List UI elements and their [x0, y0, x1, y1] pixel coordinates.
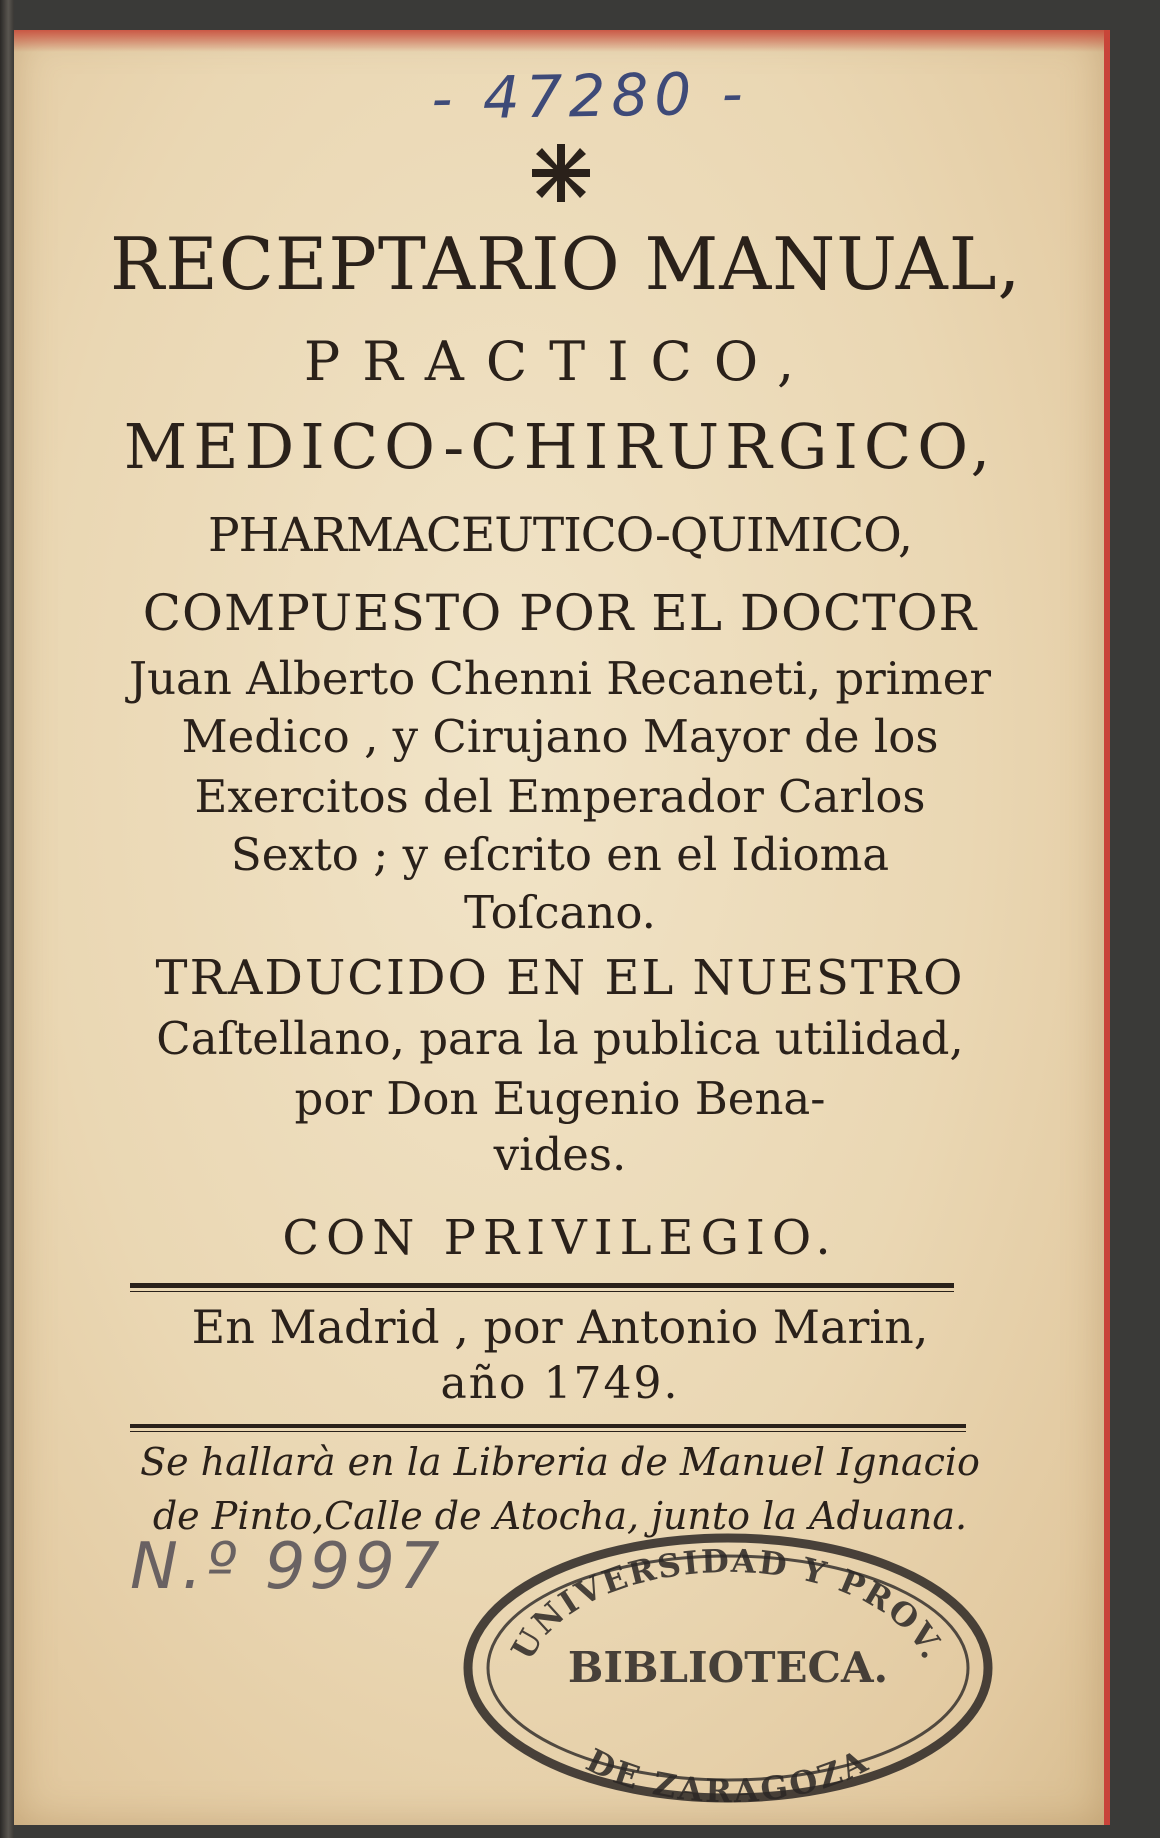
translation-line-3: vides. [493, 1128, 627, 1181]
imprint-line-1: En Madrid , por Antonio Marin, [191, 1300, 929, 1354]
red-edge [14, 30, 1110, 52]
stamp-center-text: BIBLIOTECA. [567, 1643, 889, 1692]
divider-rule [130, 1283, 954, 1288]
title-line-5: COMPUESTO POR EL DOCTOR [142, 584, 978, 642]
book-spine [0, 0, 14, 1838]
svg-text:DE ZARAGOZA [580, 1741, 876, 1804]
translation-heading: TRADUCIDO EN EL NUESTRO [155, 950, 965, 1006]
author-line-3: Exercitos del Emperador Carlos [194, 770, 926, 823]
title-line-3: MEDICO-CHIRURGICO, [123, 410, 997, 483]
library-stamp [458, 1532, 998, 1804]
divider-rule [130, 1431, 966, 1432]
bookseller-line-2: de Pinto,Calle de Atocha, junto la Aduana. [152, 1494, 968, 1538]
translation-line-2: por Don Eugenio Bena- [294, 1072, 826, 1125]
imprint-line-2: año 1749. [440, 1358, 680, 1409]
bookseller-line-1: Se hallarà en la Libreria de Manuel Ignacio [140, 1440, 980, 1484]
author-line-2: Medico , y Cirujano Mayor de los [181, 710, 939, 763]
stamp-top-text: UNIVERSIDAD Y PROV. [503, 1541, 953, 1667]
cross-ornament-icon [528, 140, 594, 206]
author-line-4: Sexto ; y eſcrito en el Idioma [230, 828, 890, 881]
catalog-number: - 47280 - [430, 59, 750, 133]
title-line-2: PRACTICO, [303, 330, 817, 393]
title-line-1: RECEPTARIO MANUAL, [110, 222, 1022, 306]
stamp-bottom-text: DE ZARAGOZA [580, 1740, 876, 1804]
divider-rule [130, 1291, 954, 1292]
privilege-line: CON PRIVILEGIO. [282, 1210, 838, 1266]
divider-rule [130, 1424, 966, 1428]
title-line-4: PHARMACEUTICO-QUIMICO, [208, 508, 912, 563]
shelf-mark: N.º 9997 [130, 1530, 444, 1604]
author-line-1: Juan Alberto Chenni Recaneti, primer [129, 652, 991, 705]
author-line-5: Toſcano. [464, 886, 656, 939]
translation-line-1: Caſtellano, para la publica utilidad, [156, 1012, 964, 1065]
